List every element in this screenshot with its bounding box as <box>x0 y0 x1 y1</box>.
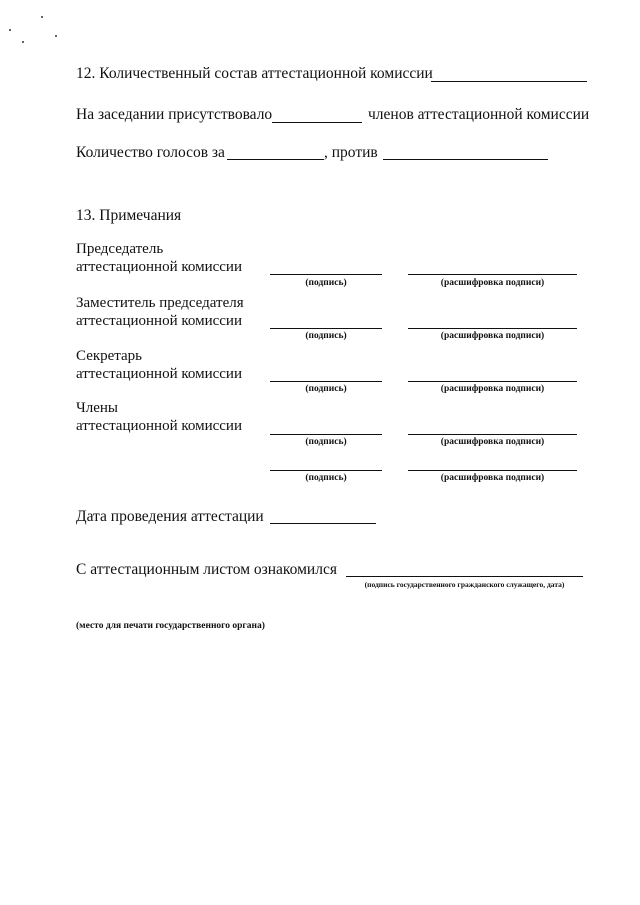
chair-label-line1: Председатель <box>76 241 164 257</box>
deputy-label-line1: Заместитель председателя <box>76 295 244 311</box>
secretary-decode-caption: (расшифровка подписи) <box>440 384 545 394</box>
stamp-place-label: (место для печати государственного органа) <box>76 621 265 631</box>
present-count-field[interactable] <box>272 122 362 123</box>
member1-decode-caption: (расшифровка подписи) <box>440 437 545 447</box>
date-label: Дата проведения аттестации <box>76 508 264 525</box>
scan-speck <box>55 35 57 37</box>
acknowledge-caption: (подпись государственного гражданского служащего, дата) <box>364 580 565 589</box>
acknowledge-field[interactable] <box>346 576 583 577</box>
votes-for-field[interactable] <box>227 159 324 160</box>
member1-decode-field[interactable] <box>408 434 577 435</box>
member1-signature-caption: (подпись) <box>305 437 347 447</box>
secretary-signature-caption: (подпись) <box>305 384 347 394</box>
deputy-decode-field[interactable] <box>408 328 577 329</box>
deputy-decode-caption: (расшифровка подписи) <box>440 331 545 341</box>
scan-speck <box>22 41 24 43</box>
present-suffix: членов аттестационной комиссии <box>368 106 590 123</box>
member1-signature-field[interactable] <box>270 434 382 435</box>
scan-speck <box>9 29 11 31</box>
member2-decode-caption: (расшифровка подписи) <box>440 473 545 483</box>
deputy-signature-field[interactable] <box>270 328 382 329</box>
deputy-label-line2: аттестационной комиссии <box>76 313 242 329</box>
deputy-signature-caption: (подпись) <box>305 331 347 341</box>
secretary-signature-field[interactable] <box>270 381 382 382</box>
secretary-decode-field[interactable] <box>408 381 577 382</box>
member2-signature-field[interactable] <box>270 470 382 471</box>
acknowledge-label: С аттестационным листом ознакомился <box>76 561 337 578</box>
votes-against-field[interactable] <box>383 159 548 160</box>
members-label-line2: аттестационной комиссии <box>76 418 242 434</box>
chair-signature-field[interactable] <box>270 274 382 275</box>
chair-signature-caption: (подпись) <box>305 278 347 288</box>
chair-decode-field[interactable] <box>408 274 577 275</box>
votes-label: Количество голосов за <box>76 144 225 161</box>
date-field[interactable] <box>270 523 376 524</box>
votes-against-label: , против <box>324 144 378 161</box>
scan-speck <box>41 16 43 18</box>
member2-signature-caption: (подпись) <box>305 473 347 483</box>
member2-decode-field[interactable] <box>408 470 577 471</box>
secretary-label-line1: Секретарь <box>76 348 143 364</box>
secretary-label-line2: аттестационной комиссии <box>76 366 242 382</box>
chair-label-line2: аттестационной комиссии <box>76 259 242 275</box>
chair-decode-caption: (расшифровка подписи) <box>440 278 545 288</box>
present-label: На заседании присутствовало <box>76 106 273 123</box>
section-13-title: 13. Примечания <box>76 207 182 224</box>
commission-size-field[interactable] <box>431 81 587 82</box>
members-label-line1: Члены <box>76 400 118 416</box>
section-12-title: 12. Количественный состав аттестационной комиссии <box>76 65 433 82</box>
